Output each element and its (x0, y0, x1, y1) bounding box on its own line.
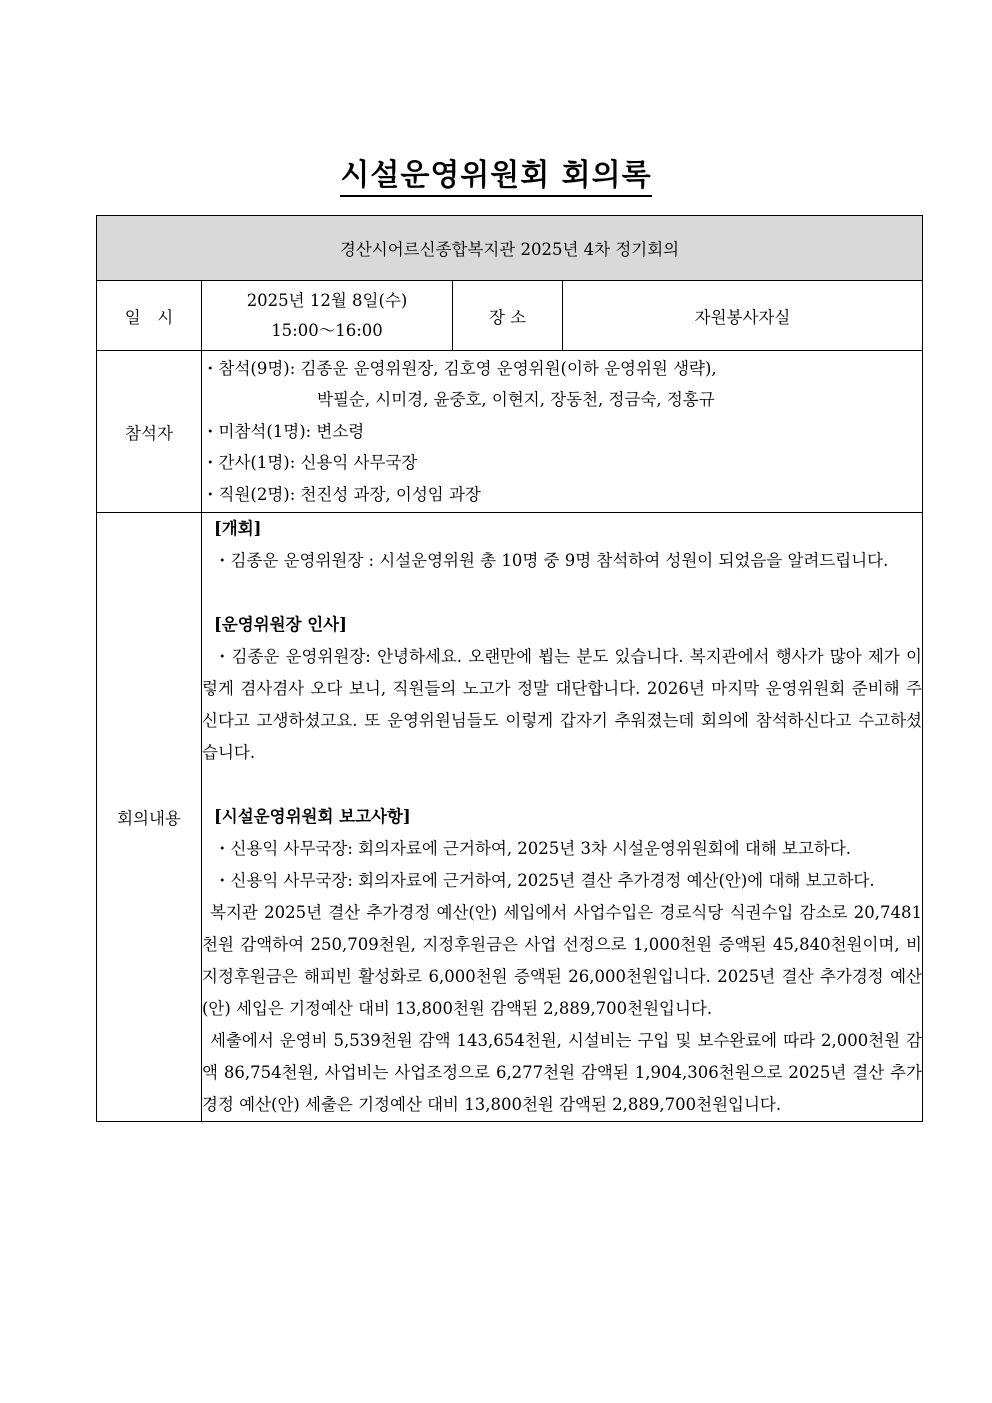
content-label: 회의내용 (97, 513, 202, 1122)
date-line-2: 15:00～16:00 (271, 320, 383, 340)
minutes-table (96, 215, 923, 1122)
revenue-paragraph: 복지관 2025년 결산 추가경정 예산(안) 세입에서 사업수입은 경로식당 식권수입 감소로 20,7481천원 감액하여 250,709천원, 지정후원금은 사업 선정으로 1,000천원 증액된 45,840천원이며, 비지정후원금은 해피빈 활성화로 6,000천원 증액된 26,000천원입니다. 2025년 결산 추가경정 예산(안) 세입은 기정예산 대비 13,800천원 감액된 2,889,700천원입니다. (202, 903, 922, 1018)
content-row (97, 513, 923, 1122)
spacer (202, 769, 922, 801)
attendees-staff: ・직원(2명): 천진성 과장, 이성임 과장 (202, 484, 481, 504)
expenditure-paragraph: 세출에서 운영비 5,539천원 감액 143,654천원, 시설비는 구입 및 보수완료에 따라 2,000천원 감액 86,754천원, 사업비는 사업조정으로 6,277천원 감액된 1,904,306천원으로 2025년 결산 추가경정 예산(안) 세출은 기정예산 대비 13,800천원 감액된 2,889,700천원입니다. (202, 1031, 922, 1114)
section-heading-opening: [개회] (214, 519, 262, 538)
date-label: 일 시 (97, 281, 202, 351)
attendees-present-line-2: 박필순, 시미경, 윤중호, 이현지, 장동천, 정금숙, 정홍규 (317, 390, 715, 410)
date-line-1: 2025년 12월 8일(수) (246, 290, 408, 310)
greeting-statement: ・김종운 운영위원장: 안녕하세요. 오랜만에 뵙는 분도 있습니다. 복지관에서 행사가 많아 제가 이렇게 겸사겸사 오다 보니, 직원들의 노고가 정말 대단합니다. 2026년 마지막 운영위원회 준비해 주신다고 고생하셨고요. 또 운영위원님들도 이렇게 갑자기 추워졌는데 회의에 참석하신다고 수고하셨습니다. (202, 647, 922, 762)
attendees-secretary: ・간사(1명): 신용익 사무국장 (202, 453, 418, 473)
date-value (202, 281, 453, 351)
document-title-text: 시설운영위원회 회의록 (340, 158, 651, 197)
date-place-row (97, 281, 923, 351)
report-statement-1: ・신용익 사무국장: 회의자료에 근거하여, 2025년 3차 시설운영위원회에 대해 보고하다. (214, 839, 852, 858)
document-title (0, 150, 992, 194)
spacer (202, 577, 922, 609)
meeting-name: 경산시어르신종합복지관 2025년 4차 정기회의 (97, 216, 923, 281)
attendees-absent: ・미참석(1명): 변소령 (202, 421, 365, 441)
meeting-content (202, 513, 923, 1122)
attendees-label: 참석자 (97, 351, 202, 513)
section-heading-greeting: [운영위원장 인사] (214, 615, 347, 634)
attendees-present-line-1: ・참석(9명): 김종운 운영위원장, 김호영 운영위원(이하 운영위원 생략), (202, 358, 717, 378)
attendees-row (97, 351, 923, 513)
place-label: 장 소 (453, 281, 563, 351)
report-statement-2: ・신용익 사무국장: 회의자료에 근거하여, 2025년 결산 추가경정 예산(안)에 대해 보고하다. (214, 871, 875, 890)
meeting-name-row (97, 216, 923, 281)
attendees-list (202, 351, 923, 513)
place-value: 자원봉사자실 (563, 281, 923, 351)
opening-statement: ・김종운 운영위원장 : 시설운영위원 총 10명 중 9명 참석하여 성원이 되었음을 알려드립니다. (214, 551, 889, 570)
section-heading-report: [시설운영위원회 보고사항] (214, 807, 411, 826)
